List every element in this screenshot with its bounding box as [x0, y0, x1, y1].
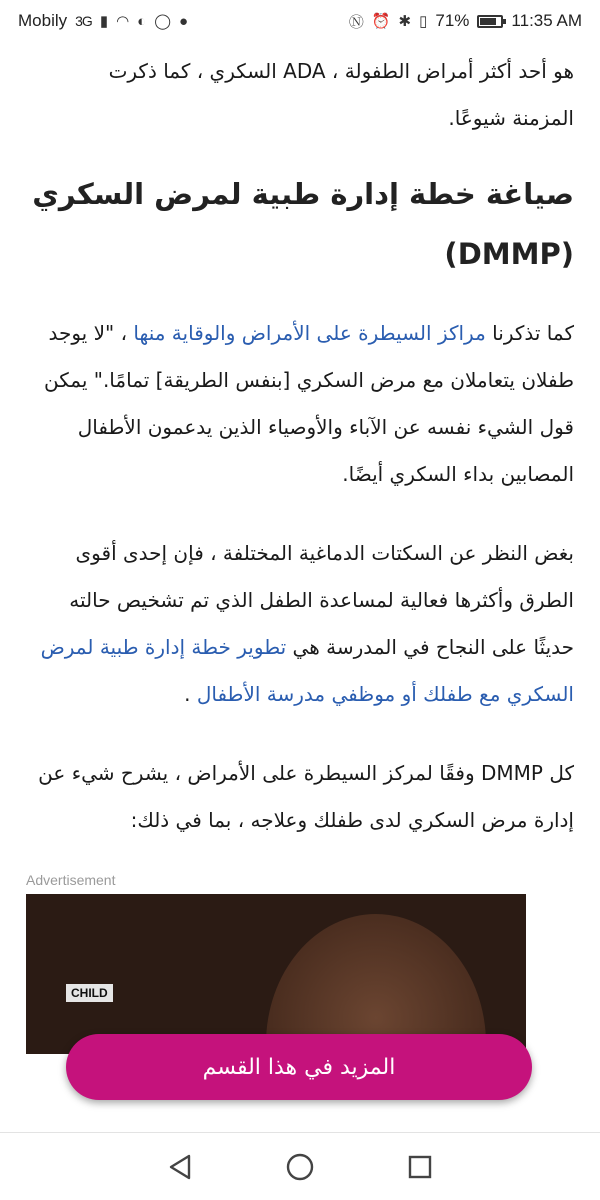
- p1-text-after: ، "لا يوجد طفلان يتعاملان مع مرض السكري [بنفس الطريقة] تمامًا." يمكن قول الشيء نفسه عن الآباء والأوصياء الذين يدعمون الأطفال المصابين بداء السكري أيضًا.: [43, 321, 574, 486]
- message-icon: ●: [179, 12, 189, 30]
- home-icon: [285, 1152, 315, 1182]
- recents-button[interactable]: [400, 1147, 440, 1187]
- status-right: [349, 11, 582, 32]
- paragraph-2: [26, 530, 574, 718]
- ad-badge: CHILD: [66, 984, 113, 1002]
- advertisement-label: Advertisement: [26, 872, 116, 888]
- status-left: [18, 11, 188, 31]
- more-in-section-button[interactable]: المزيد في هذا القسم: [66, 1034, 532, 1100]
- vibrate-icon: ▯: [419, 13, 428, 30]
- nfc-icon: Ⓝ: [348, 13, 364, 31]
- paragraph-1: [26, 310, 574, 498]
- clock: 11:35 AM: [511, 11, 582, 30]
- navigation-bar: [0, 1132, 600, 1200]
- network-type: 3G: [75, 13, 92, 29]
- back-button[interactable]: [160, 1147, 200, 1187]
- paragraph-3: كل DMMP وفقًا لمركز السيطرة على الأمراض ، يشرح شيء عن إدارة مرض السكري لدى طفلك وعلاجه ، بما في ذلك:: [38, 761, 574, 832]
- battery-percent: 71%: [435, 11, 470, 30]
- recents-icon: [407, 1154, 433, 1180]
- p2-text-after: .: [184, 682, 197, 706]
- alarm-icon: ⏰: [371, 13, 391, 30]
- battery-fill: [480, 18, 496, 25]
- intro-line-1: هو أحد أكثر أمراض الطفولة ، ADA السكري ، كما ذكرت: [108, 59, 574, 83]
- article: [0, 48, 600, 844]
- brightness-icon: ◐: [137, 12, 147, 30]
- section-heading: صياغة خطة إدارة طبية لمرض السكري (DMMP): [32, 177, 574, 271]
- wifi-icon: ◠: [116, 13, 130, 30]
- signal-icon: ▮: [99, 13, 109, 30]
- bluetooth-icon: ✱: [398, 13, 412, 30]
- battery-icon: [477, 15, 503, 28]
- whatsapp-icon: ◯: [154, 13, 172, 30]
- cdc-link[interactable]: مراكز السيطرة على الأمراض والوقاية منها: [133, 321, 486, 345]
- status-bar: [0, 0, 600, 42]
- carrier-name: Mobily: [18, 11, 68, 30]
- intro-line-2: المزمنة شيوعًا.: [448, 106, 574, 130]
- page-content[interactable]: [0, 42, 600, 1132]
- intro-paragraph: [26, 48, 574, 142]
- p1-text-before: كما تذكرنا: [485, 321, 574, 345]
- p2-text-before: بغض النظر عن السكتات الدماغية المختلفة ، فإن إحدى أقوى الطرق وأكثرها فعالية لمساعدة الطفل الذي تم تشخيص حالته حديثًا على النجاح في المدرسة هي: [69, 541, 574, 659]
- back-icon: [167, 1153, 193, 1181]
- advertisement-banner[interactable]: [26, 894, 526, 1054]
- home-button[interactable]: [280, 1147, 320, 1187]
- dmmp-link[interactable]: تطوير خطة إدارة طبية لمرض السكري مع طفلك أو موظفي مدرسة الأطفال: [40, 635, 574, 706]
- ad-image-figure: [266, 914, 486, 1054]
